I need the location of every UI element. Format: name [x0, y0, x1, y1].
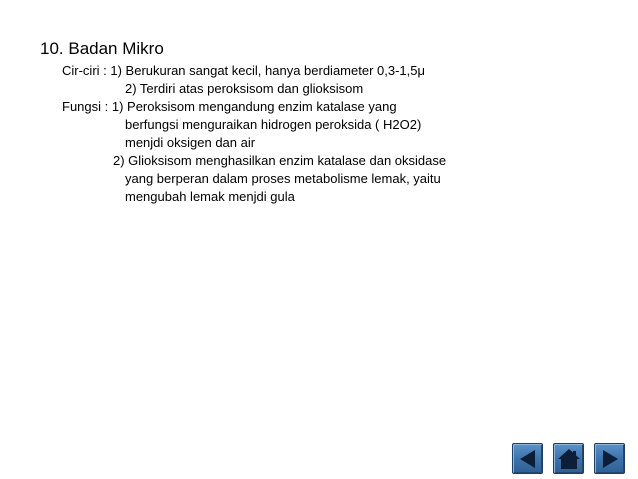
next-slide-button[interactable]: [594, 443, 625, 474]
function-line-5: yang berperan dalam proses metabolisme lemak, yaitu: [125, 171, 441, 186]
function-line-1: Fungsi : 1) Peroksisom mengandung enzim katalase yang: [62, 99, 397, 114]
function-line-6: mengubah lemak menjdi gula: [125, 189, 295, 204]
home-button[interactable]: [553, 443, 584, 474]
function-line-4: 2) Glioksisom menghasilkan enzim katalase dan oksidase: [113, 153, 447, 168]
previous-slide-button[interactable]: [512, 443, 543, 474]
arrow-right-icon: [599, 448, 621, 470]
arrow-left-icon: [517, 448, 539, 470]
characteristics-line-1: Cir-ciri : 1) Berukuran sangat kecil, hanya berdiameter 0,3-1,5μ: [62, 63, 425, 78]
characteristics-line-2: 2) Terdiri atas peroksisom dan glioksisom: [125, 81, 364, 96]
home-icon: [557, 448, 581, 470]
function-line-2: berfungsi menguraikan hidrogen peroksida ( H2O2): [125, 117, 422, 132]
slide-title: 10. Badan Mikro: [40, 39, 164, 58]
function-line-3: menjdi oksigen dan air: [125, 135, 256, 150]
